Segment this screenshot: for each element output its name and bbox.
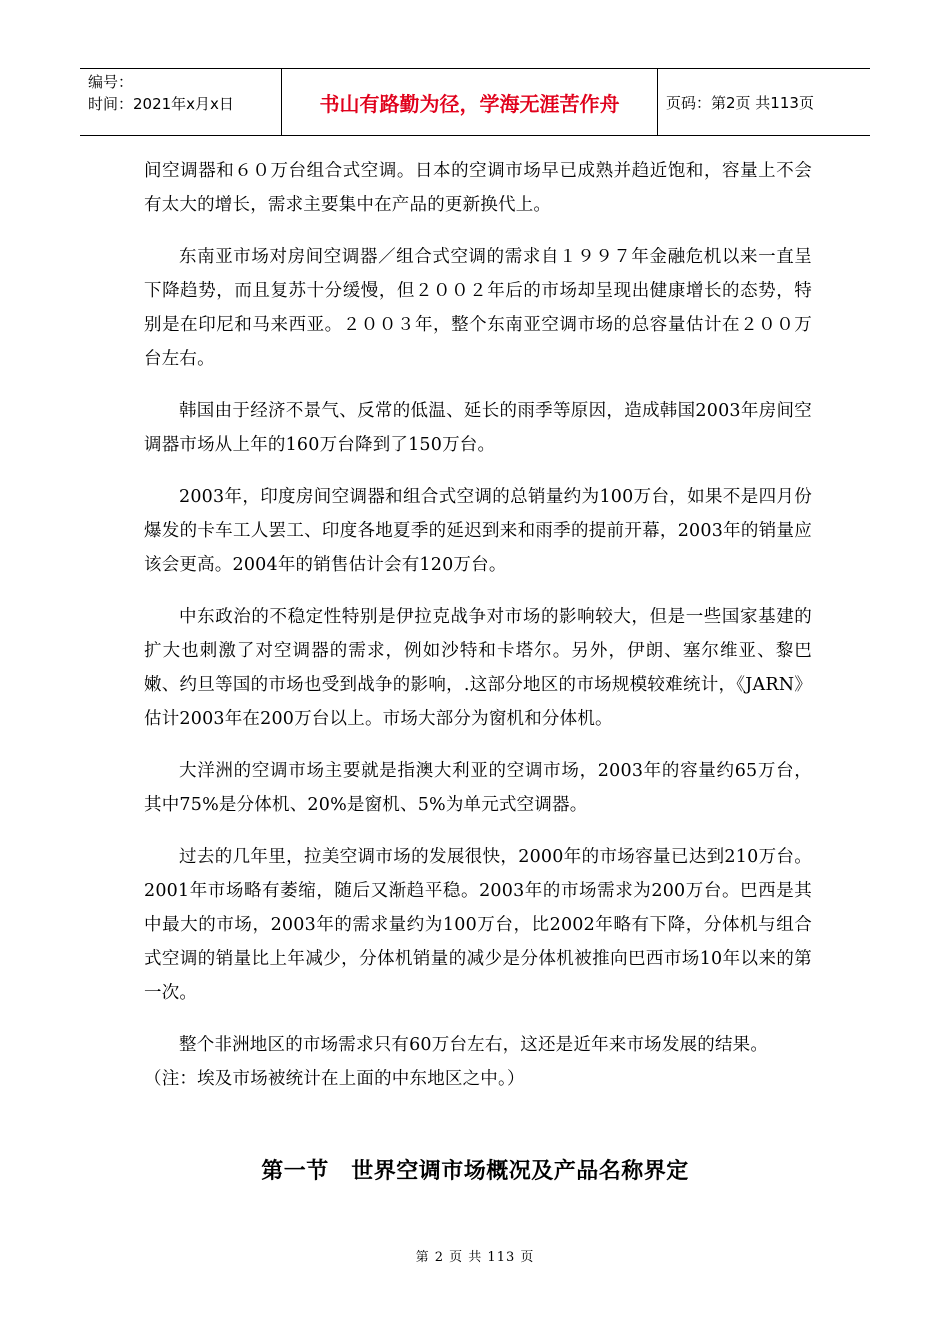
paragraph: 2003年，印度房间空调器和组合式空调的总销量约为100万台，如果不是四月份爆发的卡车工人罢工、印度各地夏季的延迟到来和雨季的提前开幕，2003年的销量应该会更高。2004年的销售估计会有120万台。: [144, 487, 812, 575]
paragraph: 过去的几年里，拉美空调市场的发展很快，2000年的市场容量已达到210万台。2001年市场略有萎缩，随后又渐趋平稳。2003年的市场需求为200万台。巴西是其中最大的市场，2003年的需求量约为100万台，比2002年略有下降，分体机与组合式空调的销量比上年减少，分体机销量的减少是分体机被推向巴西市场10年以来的第一次。: [144, 847, 812, 1003]
page-footer: 第 2 页 共 113 页: [415, 1250, 535, 1265]
number-label: 编号：: [88, 73, 134, 91]
header-meta: [80, 69, 282, 135]
paragraph: 大洋洲的空调市场主要就是指澳大利亚的空调市场，2003年的容量约65万台，其中75%是分体机、20%是窗机、5%为单元式空调器。: [144, 761, 812, 815]
header-page-info: 页码：第2页 共113页: [666, 93, 814, 112]
paragraph: 间空调器和６０万台组合式空调。日本的空调市场早已成熟并趋近饱和，容量上不会有太大的增长，需求主要集中在产品的更新换代上。: [144, 161, 812, 215]
time-label: 时间：2021年x月x日: [88, 95, 234, 113]
header-slogan: 书山有路勤为径，学海无涯苦作舟: [282, 69, 658, 135]
paragraph: 韩国由于经济不景气、反常的低温、延长的雨季等原因，造成韩国2003年房间空调器市场从上年的160万台降到了150万台。: [144, 401, 812, 455]
note-text: （注：埃及市场被统计在上面的中东地区之中。）: [144, 1069, 525, 1089]
document-body: [144, 154, 812, 1114]
section-title: 第一节 世界空调市场概况及产品名称界定: [261, 1159, 689, 1184]
page-header: [80, 68, 870, 136]
paragraph: 东南亚市场对房间空调器／组合式空调的需求自１９９７年金融危机以来一直呈下降趋势，而且复苏十分缓慢，但２００２年后的市场却呈现出健康增长的态势，特别是在印尼和马来西亚。２００３年，整个东南亚空调市场的总容量估计在２００万台左右。: [144, 247, 812, 369]
paragraph: 整个非洲地区的市场需求只有60万台左右，这还是近年来市场发展的结果。: [179, 1035, 769, 1055]
paragraph: 中东政治的不稳定性特别是伊拉克战争对市场的影响较大，但是一些国家基建的扩大也刺激了对空调器的需求，例如沙特和卡塔尔。另外，伊朗、塞尔维亚、黎巴嫩、约旦等国的市场也受到战争的影响，.这部分地区的市场规模较难统计，《JARN》估计2003年在200万台以上。市场大部分为窗机和分体机。: [144, 607, 812, 729]
